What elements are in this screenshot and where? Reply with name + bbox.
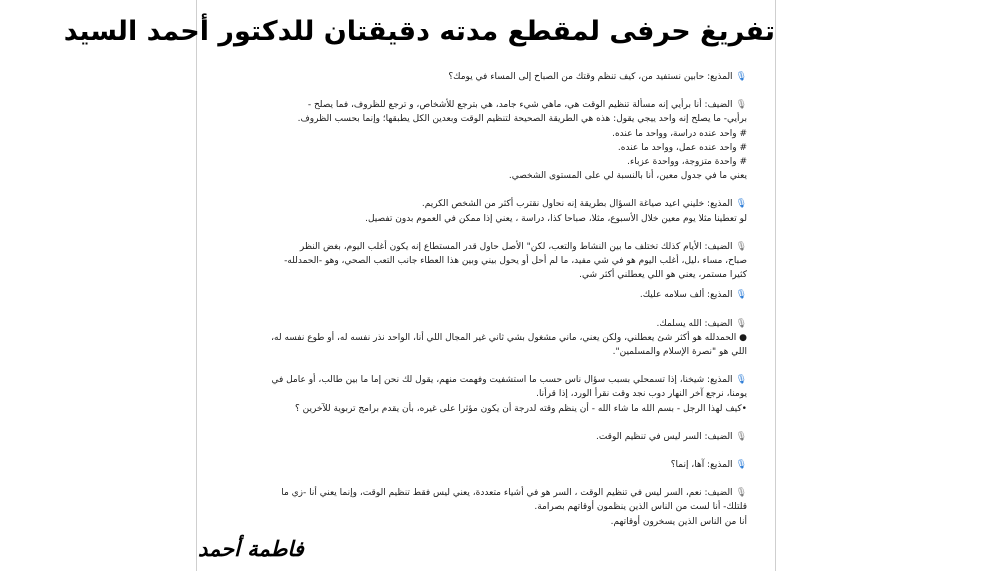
microphone-icon: 🎙	[735, 290, 747, 301]
line-text: الضيف: الله يسلمك.	[656, 318, 733, 329]
transcript-line	[251, 127, 747, 141]
guest-paragraph	[251, 98, 747, 183]
transcript-line	[251, 288, 747, 302]
microphone-icon: 🎙	[735, 241, 747, 252]
transcript-line	[251, 331, 747, 345]
transcript-line	[251, 268, 747, 282]
transcript-line	[251, 387, 747, 401]
transcript-line	[251, 197, 747, 211]
line-text: ● الحمدلله هو أكثر شئ يعطلني، ولكن يعني، ماني مشغول بشي ثاني غير المجال اللي أنا، الواحد نذر نفسه له، أو طوع نفسه له،	[271, 332, 747, 343]
transcript-body	[251, 70, 747, 529]
line-text: الضيف: السر ليس في تنظيم الوقت.	[595, 431, 733, 442]
line-text: المذيع: ألف سلامه عليك.	[639, 290, 733, 301]
paragraph-gap	[251, 472, 747, 486]
microphone-icon: 🎙	[735, 199, 747, 210]
transcript-line	[251, 141, 747, 155]
paragraph-gap	[251, 303, 747, 317]
microphone-icon: 🎙	[735, 375, 747, 386]
line-text: يومنا، نرجع آخر النهار دوب نجد وقت نقرأ الورد، إذا قرأنا.	[536, 389, 747, 400]
microphone-icon: 🎙	[735, 460, 747, 471]
line-text: أنا من الناس الذين يسخرون أوقاتهم.	[610, 516, 747, 527]
line-text: # واحدة متزوجة، وواحدة عزباء.	[627, 157, 747, 168]
line-text: قلتلك- أنا لست من الناس الذين ينظمون أوقاتهم بصرامة.	[534, 502, 747, 513]
line-text: برأيي- ما يصلح إنه واحد ييجي يقول: هذه هي الطريقة الصحيحة لتنظيم الوقت وبعدين الكل يطبقها؛ وإنما بحسب الظروف.	[297, 114, 747, 125]
line-text: الضيف: نعم، السر ليس في تنظيم الوقت ، السر هو في أشياء متعددة، يعني ليس فقط تنظيم الوقت، وإنما يعني أنا -زي ما	[281, 488, 733, 499]
transcript-line	[251, 373, 747, 387]
microphone-icon: 🎙	[735, 100, 747, 111]
line-text: الضيف: أنا برأيي إنه مسألة تنظيم الوقت هي، ماهي شيء جامد، هي بترجع للأشخاص، و ترجع للظروف، فما يصلح -	[307, 100, 733, 111]
document-title: تفريغ حرفى لمقطع مدته دقيقتان للدكتور أحمد السيد	[63, 16, 775, 47]
paragraph-gap	[251, 359, 747, 373]
transcript-line	[251, 112, 747, 126]
paragraph-gap	[251, 444, 747, 458]
host-paragraph	[251, 373, 747, 416]
line-text: لو تعطينا مثلا يوم معين خلال الأسبوع، مثلا، صباحا كذا، دراسة ، يعني إذا ممكن في العموم بدون تفصيل.	[365, 213, 747, 224]
transcript-line	[251, 70, 747, 84]
line-text: •كيف لهذا الرجل - بسم الله ما شاء الله - أن ينظم وقته لدرجة أن يكون مؤثرا على غيره، بأن يقدم برامج تربوية للآخرين ؟	[295, 403, 747, 414]
transcript-line	[251, 169, 747, 183]
line-text: الضيف: الأيام كذلك تختلف ما بين النشاط والتعب، لكن" الأصل حاول قدر المستطاع إنه يكون أغلب اليوم، بغض النظر	[299, 241, 733, 252]
host-paragraph	[251, 70, 747, 84]
line-text: اللي هو "نصرة الإسلام والمسلمين".	[612, 347, 747, 358]
microphone-icon: 🎙	[735, 72, 747, 82]
line-text: المذيع: آها، إنما؟	[670, 460, 733, 471]
line-text: # واحد عنده عمل، وواحد ما عنده.	[617, 142, 747, 153]
transcript-line	[251, 486, 747, 500]
guest-paragraph	[251, 430, 747, 444]
line-text: المذيع: خليني اعيد صياغة السؤال بطريقة إنه نحاول نقترب أكثر من الشخص الكريم.	[421, 199, 733, 210]
host-paragraph	[251, 197, 747, 225]
transcript-line	[251, 254, 747, 268]
host-paragraph	[251, 288, 747, 302]
line-text: المذيع: حابين نستفيد من، كيف تنظم وقتك من الصباح إلى المساء في يومك؟	[448, 72, 733, 82]
transcript-line	[251, 500, 747, 514]
transcript-line	[251, 212, 747, 226]
paragraph-gap	[251, 183, 747, 197]
line-text: المذيع: شيخنا، إذا تسمحلي بسبب سؤال ناس حسب ما استشفيت وفهمت منهم، يقول لك نحن إما ما بين طالب، أو عامل في	[271, 375, 733, 386]
transcript-line	[251, 458, 747, 472]
line-text: يعني ما في جدول معين، أنا بالنسبة لي على المستوى الشخصي.	[508, 171, 747, 182]
line-text: # واحد عنده دراسة، وواحد ما عنده.	[612, 128, 747, 139]
line-text: كثيرا مستمر، يعني هو اللي يعطلني أكثر شي.	[579, 270, 747, 281]
microphone-icon: 🎙	[735, 318, 747, 329]
transcript-line	[251, 430, 747, 444]
transcript-line	[251, 345, 747, 359]
transcript-line	[251, 155, 747, 169]
paragraph-gap	[251, 416, 747, 430]
paragraph-gap	[251, 226, 747, 240]
transcript-line	[251, 515, 747, 529]
transcript-line	[251, 402, 747, 416]
microphone-icon: 🎙	[735, 488, 747, 499]
paragraph-gap	[251, 84, 747, 98]
host-paragraph	[251, 458, 747, 472]
guest-paragraph	[251, 317, 747, 360]
transcript-line	[251, 240, 747, 254]
line-text: صباح، مساء ،ليل، أغلب اليوم هو في شي مفيد، ما لم أحل أو يحول بيني وبين هذا العطاء جانب التعب الصحي، وهو -الحمدلله-	[284, 256, 747, 267]
guest-paragraph	[251, 240, 747, 283]
document-page	[63, 0, 776, 571]
transcript-line	[251, 98, 747, 112]
microphone-icon: 🎙	[735, 431, 747, 442]
transcript-line	[251, 317, 747, 331]
author-signature: فاطمة أحمد	[198, 536, 304, 561]
guest-paragraph	[251, 486, 747, 529]
